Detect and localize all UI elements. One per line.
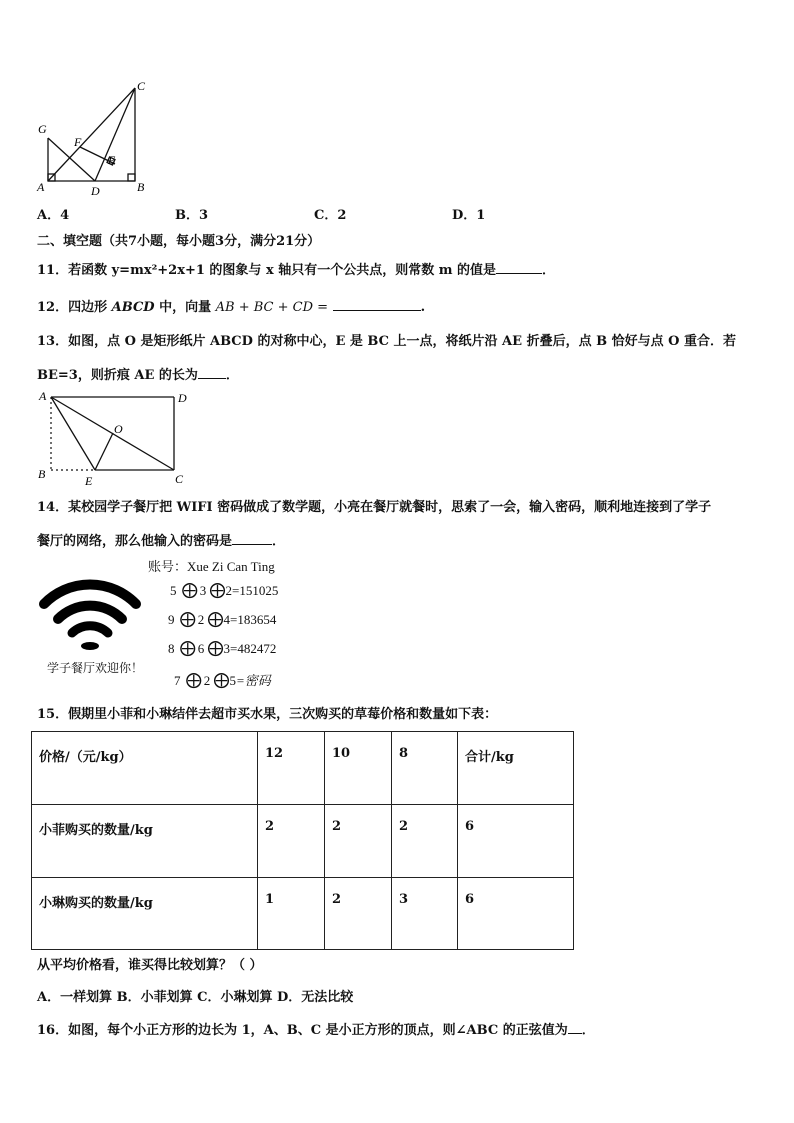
q15-text: 15．假期里小菲和小琳结伴去超市买水果，三次购买的草莓价格和数量如下表： — [37, 707, 498, 722]
q16-stem: 16．如图，每个小正方形的边长为 1，A、B、C 是小正方形的顶点，则∠ABC 的正弦值为 — [37, 1023, 568, 1038]
q11-blank — [496, 261, 542, 274]
q14-line2-text: 餐厅的网络，那么他输入的密码是 — [37, 534, 233, 549]
q14-eq1 — [170, 583, 278, 599]
table-cell: 小菲购买的数量/kg — [32, 805, 258, 878]
table-cell: 2 — [325, 878, 392, 950]
table-row — [32, 805, 574, 878]
table-cell: 3 — [392, 878, 458, 950]
q16-blank — [568, 1021, 582, 1034]
q12-mid: 中，向量 — [159, 300, 212, 315]
eq2-res: =183654 — [230, 612, 277, 627]
label-b: B — [137, 180, 145, 194]
table-cell: 2 — [258, 805, 325, 878]
q14-end: ． — [272, 534, 286, 549]
eq1-res: =151025 — [232, 583, 279, 598]
eq2-b: 2 — [197, 612, 205, 627]
oplus-icon: ⨁ — [213, 672, 230, 689]
q15-options: A．一样划算 B．小菲划算 C．小琳划算 D．无法比较 — [37, 990, 354, 1005]
eq3-a: 8 — [168, 641, 175, 656]
eq3-b: 6 — [197, 641, 205, 656]
q14-eq2 — [168, 612, 276, 628]
q13-figure — [36, 388, 192, 488]
q10-option-d: D．1 — [452, 208, 486, 223]
q11-stem: 11．若函数 y=mx²+2x+1 的图象与 x 轴只有一个公共点，则常数 m 的值是 — [37, 263, 497, 278]
q12-prefix: 12．四边形 — [37, 300, 108, 315]
eq4-b: 2 — [203, 673, 211, 688]
eq1-a: 5 — [170, 583, 177, 598]
q10-option-a: A．4 — [37, 208, 70, 223]
q14-welcome: 学子餐厅欢迎你！ — [47, 661, 144, 675]
label-a: A — [37, 180, 45, 194]
table-cell: 2 — [325, 805, 392, 878]
q14-blank — [232, 532, 272, 545]
oplus-icon: ⨁ — [207, 611, 224, 628]
q14-line2 — [37, 532, 285, 550]
q12-vector-expr: AB + BC + CD = — [215, 300, 329, 315]
table-cell: 10 — [325, 732, 392, 805]
q13-line1: 13．如图，点 O 是矩形纸片 ABCD 的对称中心，E 是 BC 上一点，将纸片沿 AE 折叠后，点 B 恰好与点 O 重合．若 — [37, 334, 736, 349]
fig13-label-e: E — [85, 474, 93, 488]
section2-title: 二、填空题（共7小题，每小题3分，满分21分） — [37, 234, 321, 249]
oplus-icon: ⨁ — [185, 672, 202, 689]
q16-text — [37, 1021, 595, 1039]
eq4-c: 5 — [229, 673, 236, 688]
eq4-res: =密码 — [236, 673, 271, 688]
q14-eq4 — [174, 673, 271, 689]
table-cell: 小琳购买的数量/kg — [32, 878, 258, 950]
q12-text — [37, 298, 425, 316]
fig13-label-c: C — [175, 472, 184, 486]
q10-option-c: C．2 — [314, 208, 347, 223]
q13-blank — [198, 366, 226, 379]
table-row — [32, 878, 574, 950]
table-cell: 2 — [392, 805, 458, 878]
q14-account: 账号：Xue Zi Can Ting — [148, 559, 275, 574]
fig13-label-o: O — [114, 422, 123, 436]
q12-shape: ABCD — [111, 300, 155, 315]
eq2-c: 4 — [223, 612, 230, 627]
q12-blank — [333, 298, 421, 311]
label-c: C — [137, 79, 146, 93]
oplus-icon: ⨁ — [179, 640, 196, 657]
oplus-icon: ⨁ — [207, 640, 224, 657]
table-cell: 6 — [458, 878, 574, 950]
q14-line1: 14．某校园学子餐厅把 WIFI 密码做成了数学题，小亮在餐厅就餐时，思索了一会，输入密码，顺利地连接到了学子 — [37, 500, 712, 515]
table-cell: 12 — [258, 732, 325, 805]
q11-end: ． — [542, 263, 556, 278]
eq1-b: 3 — [199, 583, 207, 598]
q14-eq3 — [168, 641, 276, 657]
fig13-label-b: B — [38, 467, 46, 481]
label-g: G — [38, 122, 47, 136]
table-cell: 合计/kg — [458, 732, 574, 805]
q12-end: . — [420, 300, 426, 315]
oplus-icon: ⨁ — [181, 582, 198, 599]
q10-option-b: B．3 — [175, 208, 209, 223]
eq1-c: 2 — [225, 583, 232, 598]
q15-question: 从平均价格看，谁买得比较划算？（ ） — [37, 958, 263, 973]
q15-price-table — [31, 731, 574, 950]
q13-line2 — [37, 366, 239, 384]
fig13-label-a: A — [39, 389, 47, 403]
eq3-c: 3 — [223, 641, 230, 656]
fig13-label-d: D — [178, 391, 187, 405]
label-f: F — [74, 135, 82, 149]
table-cell: 价格/（元/kg） — [32, 732, 258, 805]
eq4-a: 7 — [174, 673, 181, 688]
q13-line2-text: BE=3，则折痕 AE 的长为 — [37, 368, 198, 383]
table-cell: 8 — [392, 732, 458, 805]
q16-end: ． — [581, 1023, 595, 1038]
oplus-icon: ⨁ — [179, 611, 196, 628]
q13-end: ． — [225, 368, 239, 383]
eq3-res: =482472 — [230, 641, 277, 656]
wifi-icon — [38, 562, 142, 652]
q11-text — [37, 261, 555, 279]
eq2-a: 9 — [168, 612, 175, 627]
table-cell: 1 — [258, 878, 325, 950]
table-row — [32, 732, 574, 805]
oplus-icon: ⨁ — [209, 582, 226, 599]
label-e: E — [108, 153, 116, 167]
q10-figure — [34, 78, 154, 198]
label-d: D — [91, 184, 100, 198]
table-cell: 6 — [458, 805, 574, 878]
